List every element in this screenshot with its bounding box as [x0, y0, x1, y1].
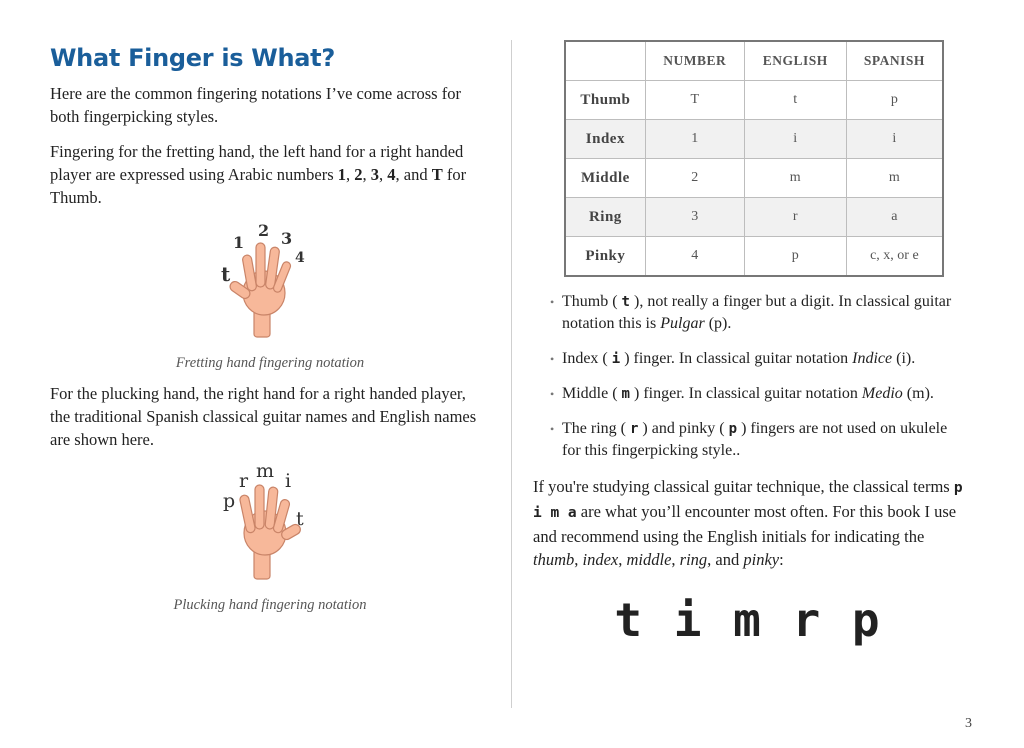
plucking-hand-figure [50, 463, 490, 583]
fretting-label-4: 4 [295, 250, 305, 266]
finger-notes-list [533, 291, 963, 462]
right-column [533, 40, 963, 647]
closing-paragraph: If you're studying classical guitar technique, the classical terms p i m a are what you’ll encounter most often. For this book I use and recommend using the English initials for indicating the thumb, index, middle, ring, and pinky: [533, 477, 963, 569]
table-row [565, 81, 943, 120]
table-row-label: Index [565, 120, 645, 159]
list-item: • Middle ( m ) finger. In classical guitar notation Medio (m). [533, 383, 963, 405]
fretting-paragraph: Fingering for the fretting hand, the left hand for a right handed player are expressed using Arabic numbers 1, 2, 3, 4, and T for Thumb. [50, 142, 467, 207]
left-column [50, 44, 490, 624]
table-cell-number: 3 [645, 198, 744, 237]
fretting-thumb-letter: T [431, 165, 443, 184]
plucking-label-t: t [296, 508, 304, 530]
list-item: • Thumb ( t ), not really a finger but a digit. In classical guitar notation this is Pulgar (p). [550, 293, 952, 332]
page-number: 3 [965, 716, 972, 731]
list-item: • Index ( i ) finger. In classical guitar notation Indice (i). [533, 348, 963, 370]
bullet-icon: • [550, 422, 555, 436]
table-header-spanish: SPANISH [846, 41, 943, 81]
table-row-label: Pinky [565, 237, 645, 277]
table-cell-number: 4 [645, 237, 744, 277]
plucking-label-i: i [285, 470, 292, 492]
table-cell-english: m [744, 159, 846, 198]
finger-key: p [728, 421, 738, 437]
fretting-label-3: 3 [281, 229, 293, 248]
fretting-label-1: 1 [233, 233, 245, 252]
table-cell-number: 1 [645, 120, 744, 159]
list-item: • The ring ( r ) and pinky ( p ) fingers are not used on ukulele for this fingerpicking style.. [550, 420, 948, 459]
bullet-icon: • [550, 295, 555, 309]
plucking-paragraph: For the plucking hand, the right hand for a right handed player, the traditional Spanish classical guitar names and English names are shown here. [50, 384, 477, 449]
plucking-caption: Plucking hand fingering notation [173, 597, 367, 613]
table-cell-english: i [744, 120, 846, 159]
plucking-label-p: p [223, 490, 236, 512]
fretting-number-4: 4 [387, 165, 396, 184]
table-header-english: ENGLISH [744, 41, 846, 81]
table-row-label: Middle [565, 159, 645, 198]
fretting-label-t: t [221, 262, 231, 286]
table-cell-spanish: a [846, 198, 943, 237]
finger-key: t [621, 294, 630, 310]
bullet-icon: • [550, 387, 555, 401]
table-row-label: Ring [565, 198, 645, 237]
fretting-hand-figure [50, 221, 490, 341]
fretting-number-3: 3 [370, 165, 379, 184]
table-row-label: Thumb [565, 81, 645, 120]
fretting-number-1: 1 [337, 165, 346, 184]
finger-key: i [611, 351, 621, 367]
table-cell-english: p [744, 237, 846, 277]
intro-paragraph: Here are the common fingering notations I’ve come across for both fingerpicking styles. [50, 84, 461, 126]
table-cell-english: r [744, 198, 846, 237]
plucking-hand-illustration [215, 463, 325, 583]
classical-term: Indice [852, 350, 893, 367]
page-title: What Finger is What? [50, 44, 335, 72]
table-row [565, 120, 943, 159]
column-divider [511, 40, 512, 708]
table-row [565, 237, 943, 277]
table-cell-spanish: c, x, or e [846, 237, 943, 277]
table-cell-number: 2 [645, 159, 744, 198]
plucking-label-m: m [256, 463, 275, 482]
table-row [565, 159, 943, 198]
fretting-label-2: 2 [258, 221, 270, 240]
fingering-table [564, 40, 944, 277]
classical-term: Pulgar [660, 315, 705, 332]
fretting-caption: Fretting hand fingering notation [175, 355, 365, 371]
english-initials: t i m r p [614, 593, 882, 647]
pima-terms: p i m a [533, 480, 963, 521]
plucking-label-r: r [239, 470, 249, 492]
table-header-number: NUMBER [645, 41, 744, 81]
table-header-blank [565, 41, 645, 81]
table-cell-spanish: m [846, 159, 943, 198]
fretting-number-2: 2 [354, 165, 363, 184]
table-cell-spanish: i [846, 120, 943, 159]
table-cell-number: T [645, 81, 744, 120]
bullet-icon: • [550, 352, 555, 366]
finger-key: m [621, 386, 630, 402]
table-cell-english: t [744, 81, 846, 120]
table-cell-spanish: p [846, 81, 943, 120]
table-row [565, 198, 943, 237]
fretting-hand-illustration [215, 221, 325, 341]
classical-term: Medio [861, 385, 903, 402]
table-header-row [565, 41, 943, 81]
finger-key: r [629, 421, 639, 437]
